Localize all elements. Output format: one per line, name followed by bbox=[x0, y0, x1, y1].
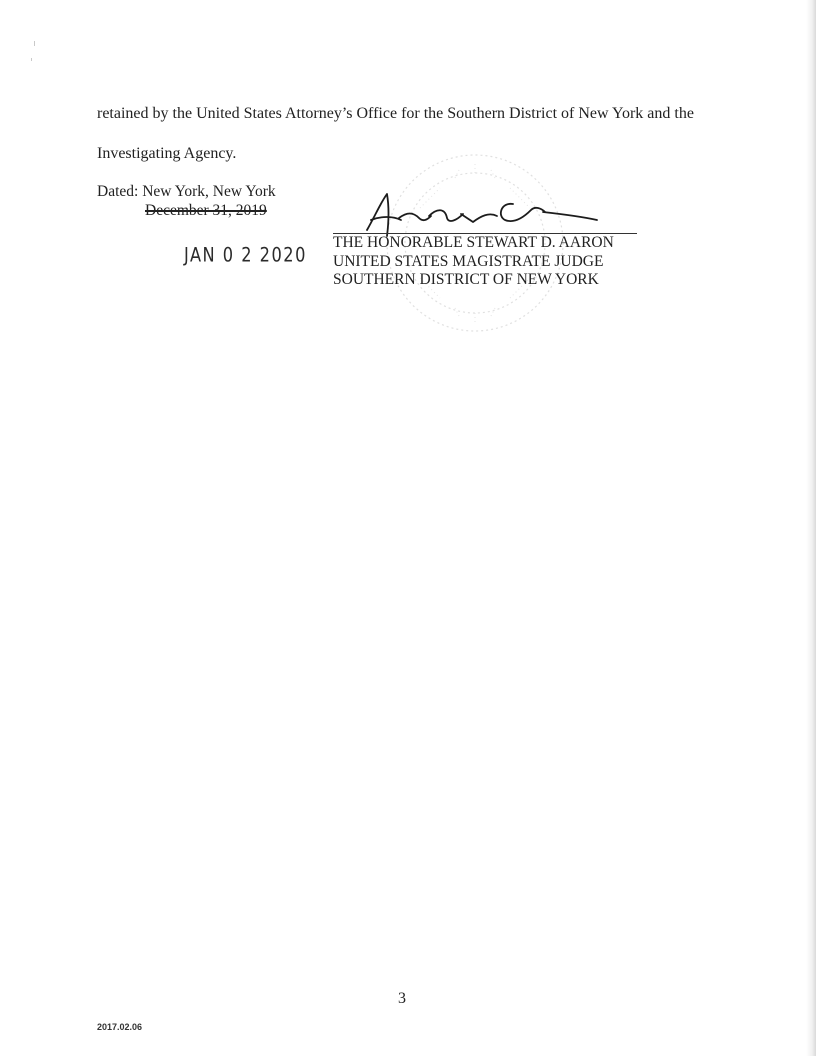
dated-block bbox=[97, 182, 276, 220]
dated-location: Dated: New York, New York bbox=[97, 183, 276, 200]
judge-title: UNITED STATES MAGISTRATE JUDGE bbox=[333, 252, 604, 270]
page-edge-shadow bbox=[806, 0, 816, 1056]
struck-date: December 31, 2019 bbox=[145, 202, 267, 219]
scan-mark bbox=[34, 41, 35, 46]
form-version-code: 2017.02.06 bbox=[97, 1022, 143, 1032]
date-stamp: JAN 0 2 2020 bbox=[184, 244, 307, 267]
body-text-line: retained by the United States Attorney’s Office for the Southern District of New York and the bbox=[97, 105, 694, 122]
body-text-line: Investigating Agency. bbox=[97, 145, 237, 162]
judge-signature-block bbox=[333, 234, 614, 290]
page-number: 3 bbox=[398, 990, 406, 1007]
judge-name: THE HONORABLE STEWART D. AARON bbox=[333, 234, 614, 251]
scan-mark bbox=[31, 58, 32, 61]
judge-court: SOUTHERN DISTRICT OF NEW YORK bbox=[333, 271, 599, 288]
judge-signature bbox=[365, 186, 615, 238]
